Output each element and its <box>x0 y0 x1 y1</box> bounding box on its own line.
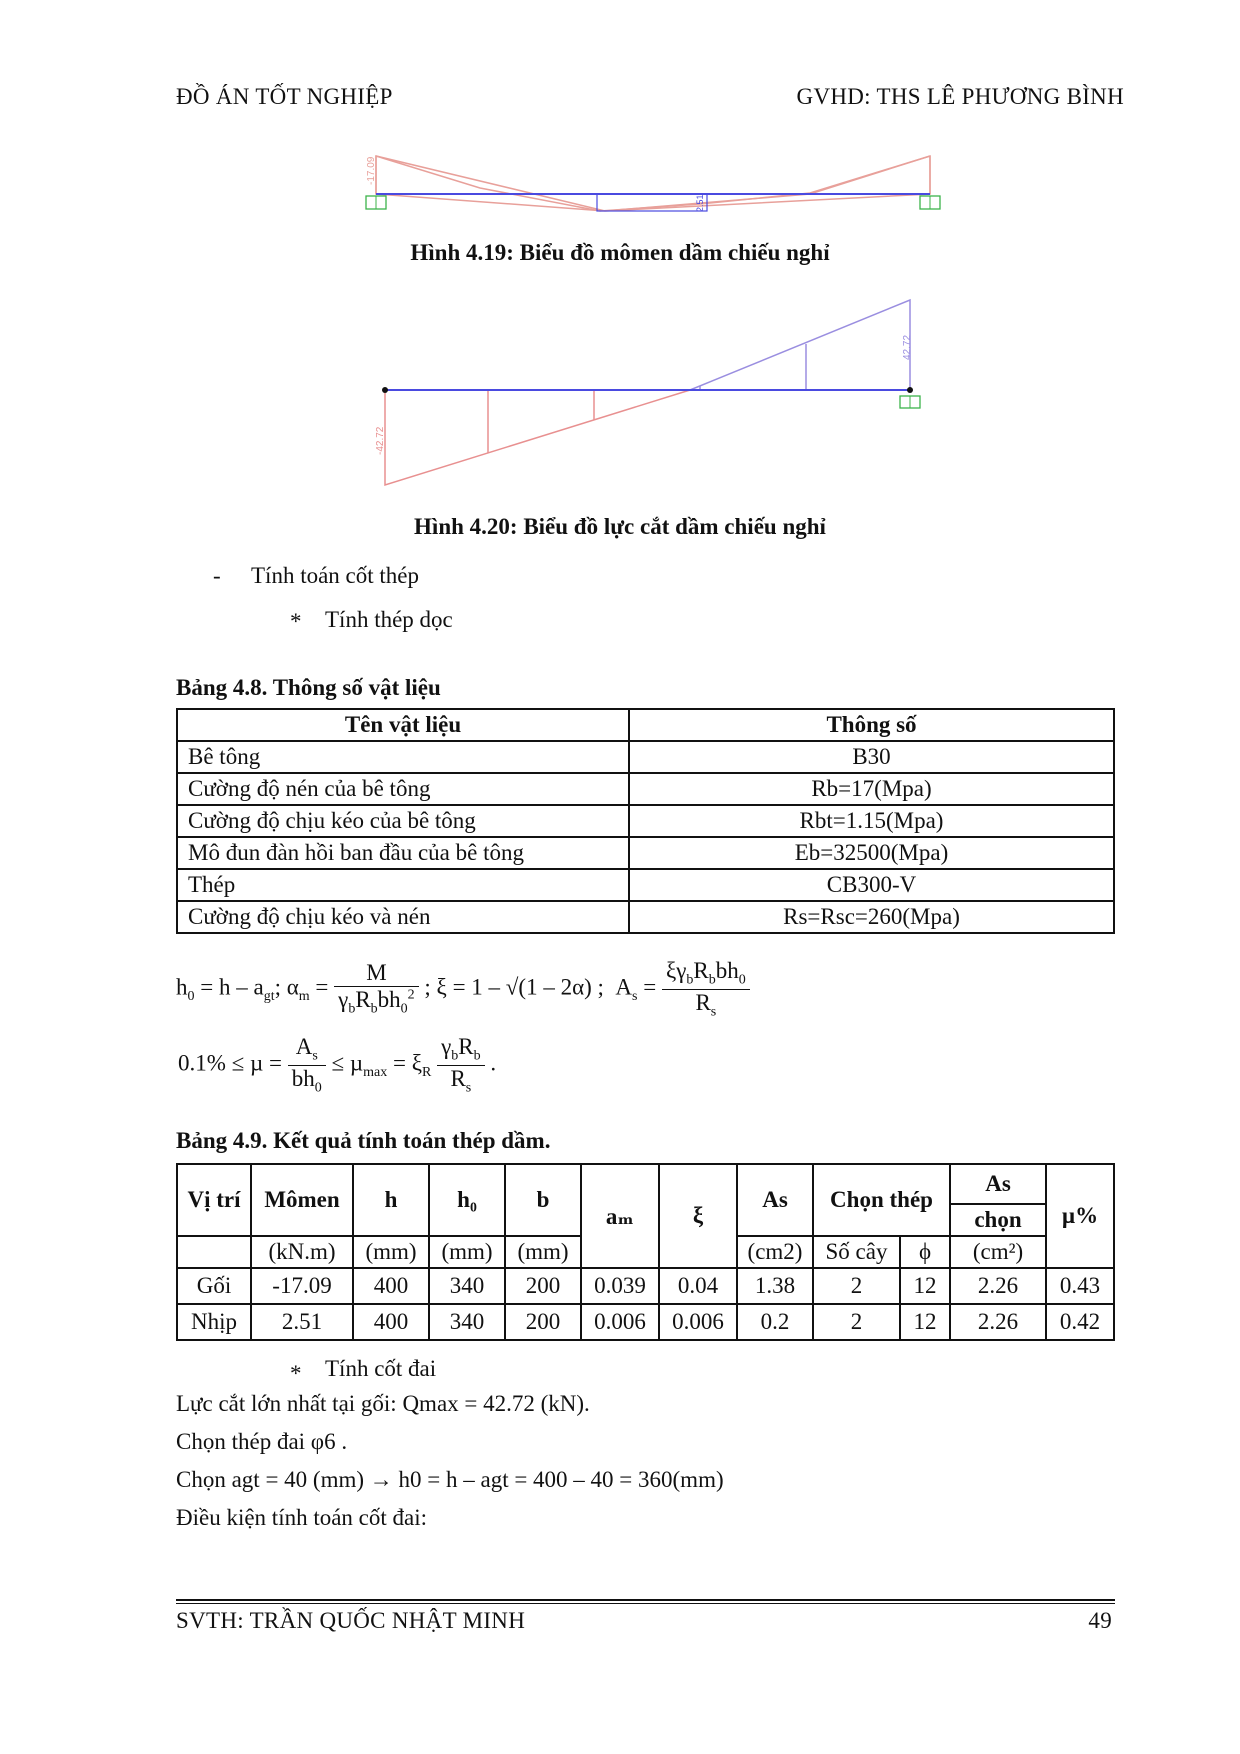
table-cell: Số cây <box>813 1236 900 1268</box>
figure-caption-shear: Hình 4.20: Biểu đồ lực cắt dầm chiếu nghỉ <box>414 514 826 539</box>
shear-positive-area <box>690 300 910 390</box>
table-cell: (mm) <box>429 1236 505 1268</box>
moment-diagram <box>0 140 1240 220</box>
support-right-shear-icon <box>900 396 920 408</box>
footer-author: SVTH: TRẦN QUỐC NHẬT MINH <box>176 1608 526 1633</box>
text-line-agt: Chọn agt = 40 (mm) → h0 = h – agt = 400 – 40 = 360(mm) <box>176 1467 724 1492</box>
bullet-item-thep-doc: Tính thép dọc <box>325 607 453 632</box>
table-cell: Cường độ nén của bê tông <box>177 773 629 805</box>
table-cell: 0.2 <box>737 1304 813 1340</box>
support-right-icon <box>920 196 940 209</box>
table-cell: Nhịp <box>177 1304 251 1340</box>
table-row <box>177 741 1114 773</box>
table-cell: 200 <box>505 1304 581 1340</box>
table-header-cell: Mômen <box>251 1164 353 1236</box>
table-cell: 0.006 <box>659 1304 737 1340</box>
table-header-row <box>177 709 1114 741</box>
table-cell: Rb=17(Mpa) <box>629 773 1114 805</box>
moment-label-left: -17.09 <box>366 156 377 185</box>
table-cell: ϕ <box>900 1236 950 1268</box>
header-left: ĐỒ ÁN TỐT NGHIỆP <box>176 84 393 109</box>
bullet-dash: - <box>213 563 221 588</box>
table-header-cell: Vị trí <box>177 1164 251 1236</box>
table-cell: Gối <box>177 1268 251 1304</box>
table-cell: CB300-V <box>629 869 1114 901</box>
table-material-title: Bảng 4.8. Thông số vật liệu <box>176 675 441 700</box>
table-row <box>177 1304 1114 1340</box>
text-line-thep-dai: Chọn thép đai φ6 . <box>176 1429 348 1454</box>
table-cell: 200 <box>505 1268 581 1304</box>
bullet-item-cot-dai: Tính cốt đai <box>325 1356 437 1381</box>
table-header-row <box>177 1164 1114 1204</box>
table-cell: Rs=Rsc=260(Mpa) <box>629 901 1114 933</box>
table-cell: 340 <box>429 1304 505 1340</box>
table-cell: 400 <box>353 1268 429 1304</box>
table-header-cell: chọn <box>950 1204 1046 1236</box>
table-cell: 0.43 <box>1046 1268 1114 1304</box>
table-header-cell: µ% <box>1046 1164 1114 1268</box>
shear-label-left: -42.72 <box>375 426 386 455</box>
shear-label-right: 42.72 <box>902 334 913 360</box>
table-cell: (kN.m) <box>251 1236 353 1268</box>
table-cell <box>177 1236 251 1268</box>
formula-line-2: 0.1% ≤ µ = $\frac{A_s}{bh_0}$ ≤ $\mu_{max} = \xi_R$ $\frac{\gamma_bR_b}{R_s}$ . <box>178 1034 497 1096</box>
table-header-cell: As <box>950 1164 1046 1204</box>
table-cell: 400 <box>353 1304 429 1340</box>
table-cell: Cường độ chịu kéo và nén <box>177 901 629 933</box>
table-cell: 12 <box>900 1304 950 1340</box>
table-row <box>177 869 1114 901</box>
table-cell: (mm) <box>353 1236 429 1268</box>
table-cell: 2 <box>813 1268 900 1304</box>
table-cell: Thép <box>177 869 629 901</box>
table-cell: 2.26 <box>950 1304 1046 1340</box>
node-right <box>907 387 913 393</box>
text-line-qmax: Lực cắt lớn nhất tại gối: Qmax = 42.72 (kN). <box>176 1391 590 1416</box>
moment-curve <box>376 156 930 211</box>
table-cell: 340 <box>429 1268 505 1304</box>
table-cell: (cm²) <box>950 1236 1046 1268</box>
footer-rule-thin <box>176 1603 1115 1604</box>
table-cell: 0.006 <box>581 1304 659 1340</box>
shear-negative-area <box>385 390 690 485</box>
table-row <box>177 805 1114 837</box>
table-cell: Rbt=1.15(Mpa) <box>629 805 1114 837</box>
table-cell: (mm) <box>505 1236 581 1268</box>
support-left-icon <box>366 196 386 209</box>
formula-line-1: $h_0 = h - a_{gt}$; $\alpha_m$ = $\frac{M}{\gamma_bR_bbh_0^2}$ ; ξ = 1 – √(1 – 2α) ; $A_s$ = $\frac{\xi\gamma_bR_bbh_0}{R_s}$ <box>176 958 750 1020</box>
bullet-item-tinh-toan: Tính toán cốt thép <box>251 563 419 588</box>
table-cell: 0.04 <box>659 1268 737 1304</box>
table-cell: 2.51 <box>251 1304 353 1340</box>
table-row <box>177 773 1114 805</box>
table-cell: 0.42 <box>1046 1304 1114 1340</box>
shear-diagram <box>0 290 1240 500</box>
material-table <box>176 708 1115 934</box>
table-cell: Mô đun đàn hồi ban đầu của bê tông <box>177 837 629 869</box>
table-header-cell: h <box>353 1164 429 1236</box>
table-header-cell: h₀ <box>429 1164 505 1236</box>
page-number: 49 <box>1088 1608 1112 1633</box>
table-header-cell: Tên vật liệu <box>177 709 629 741</box>
node-left <box>382 387 388 393</box>
table-cell: 1.38 <box>737 1268 813 1304</box>
table-cell: 2 <box>813 1304 900 1340</box>
bullet-star: * <box>290 609 302 634</box>
text-line-dieu-kien: Điều kiện tính toán cốt đai: <box>176 1505 428 1530</box>
bullet-star-2: * <box>290 1361 302 1386</box>
moment-label-mid: 2.51 <box>695 194 705 212</box>
moment-fill-outline <box>376 156 930 211</box>
table-cell: Eb=32500(Mpa) <box>629 837 1114 869</box>
table-header-cell: Chọn thép <box>813 1164 950 1236</box>
table-row <box>177 901 1114 933</box>
table-header-cell: Thông số <box>629 709 1114 741</box>
table-cell: 0.039 <box>581 1268 659 1304</box>
table-header-cell: ξ <box>659 1164 737 1268</box>
table-header-cell: b <box>505 1164 581 1236</box>
table-cell: Bê tông <box>177 741 629 773</box>
table-cell: (cm2) <box>737 1236 813 1268</box>
header-right: GVHD: THS LÊ PHƯƠNG BÌNH <box>796 84 1124 109</box>
table-row <box>177 837 1114 869</box>
table-cell: Cường độ chịu kéo của bê tông <box>177 805 629 837</box>
table-cell: -17.09 <box>251 1268 353 1304</box>
table-row <box>177 1268 1114 1304</box>
table-result-title: Bảng 4.9. Kết quả tính toán thép dầm. <box>176 1128 551 1153</box>
footer-rule <box>176 1599 1115 1601</box>
table-cell: B30 <box>629 741 1114 773</box>
table-header-cell: As <box>737 1164 813 1236</box>
table-header-cell: aₘ <box>581 1164 659 1268</box>
figure-caption-moment: Hình 4.19: Biểu đồ mômen dầm chiếu nghỉ <box>410 240 830 265</box>
table-cell: 12 <box>900 1268 950 1304</box>
result-table <box>176 1163 1115 1341</box>
table-cell: 2.26 <box>950 1268 1046 1304</box>
